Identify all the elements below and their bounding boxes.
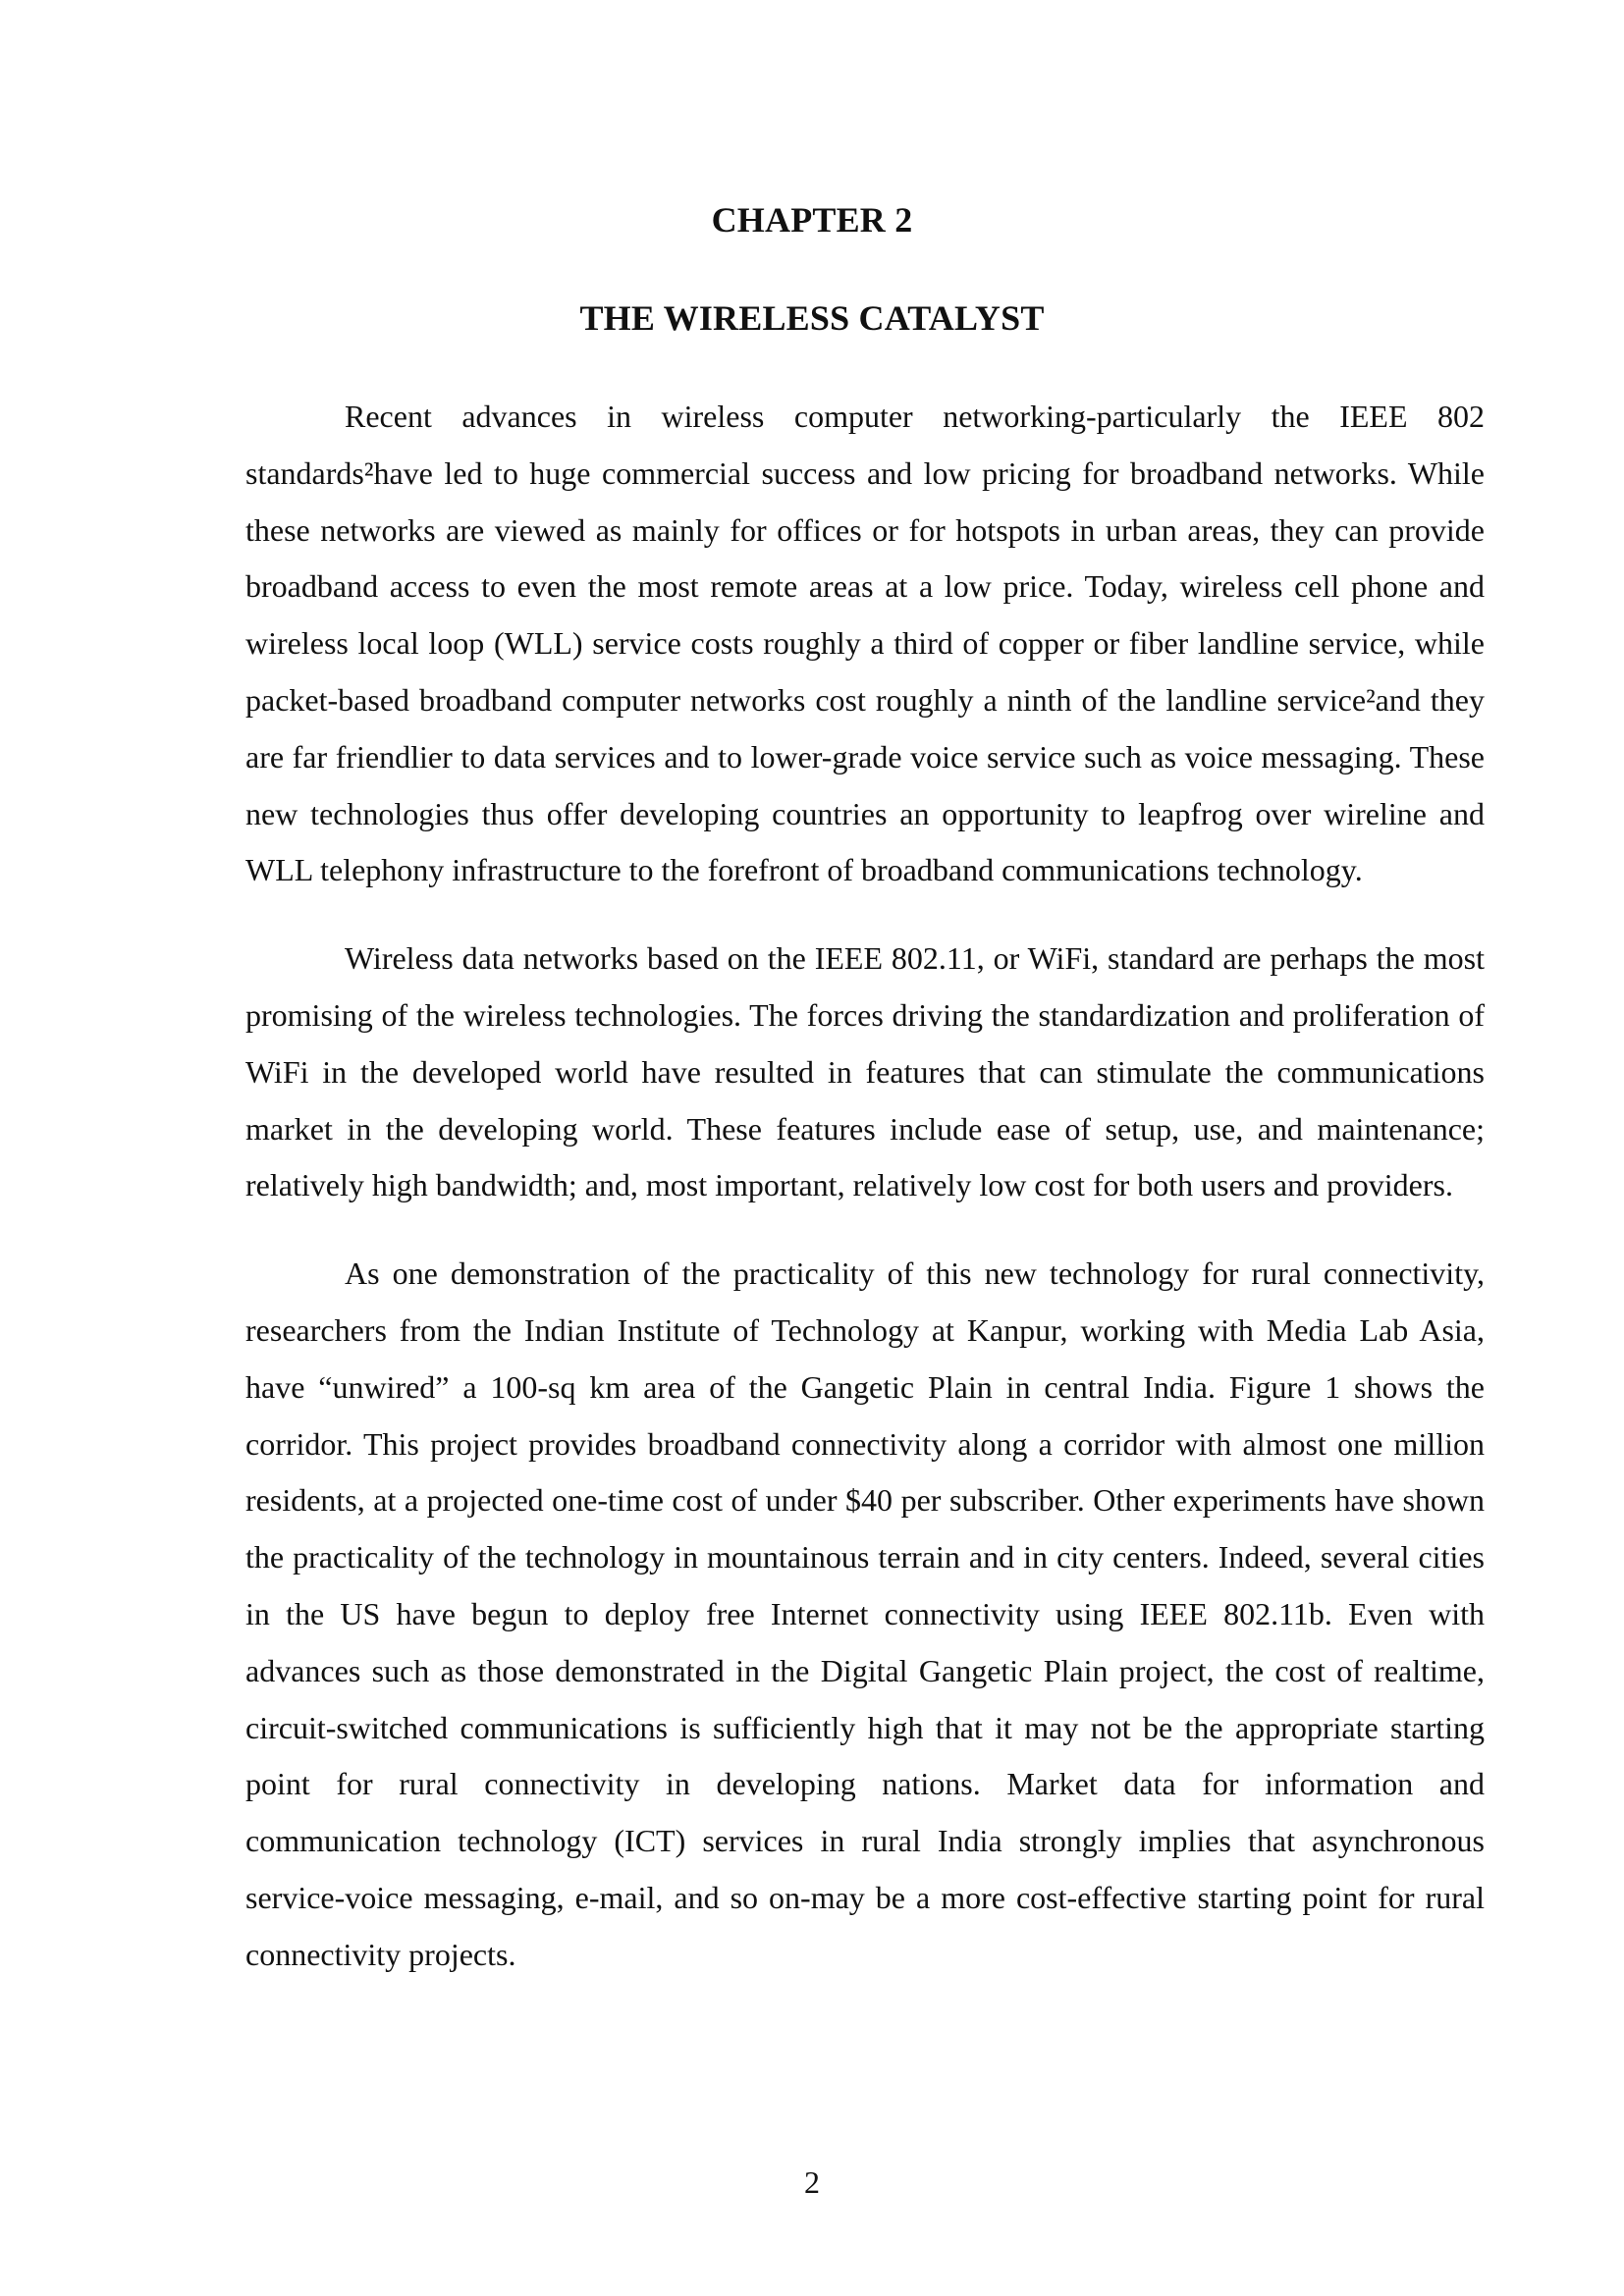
paragraph-3: As one demonstration of the practicality of this new technology for rural connectivity, researchers from the Indian Institute of Technology at Kanpur, working with Media Lab Asia, have “unwired” a 100-sq km area of the Gangetic Plain in central India. Figure 1 shows the corridor. This project provides broadband connectivity along a corridor with almost one million residents, at a projected one-time cost of under $40 per subscriber. Other experiments have shown the practicality of the technology in mountainous terrain and in city centers. Indeed, several cities in the US have begun to deploy free Internet connectivity using IEEE 802.11b. Even with advances such as those demonstrated in the Digital Gangetic Plain project, the cost of realtime, circuit-switched communications is sufficiently high that it may not be the appropriate starting point for rural connectivity in developing nations. Market data for information and communication technology (ICT) services in rural India strongly implies that asynchronous service-voice messaging, e-mail, and so on-may be a more cost-effective starting point for rural connectivity projects. bbox=[245, 1255, 1485, 1972]
chapter-title: THE WIRELESS CATALYST bbox=[579, 298, 1045, 338]
body-text bbox=[245, 389, 1485, 2015]
chapter-heading: CHAPTER 2 bbox=[711, 200, 913, 240]
page-number: 2 bbox=[804, 2164, 820, 2200]
paragraph-2: Wireless data networks based on the IEEE 802.11, or WiFi, standard are perhaps the most promising of the wireless technologies. The forces driving the standardization and proliferation of WiFi in the developed world have resulted in features that can stimulate the communications market in the developing world. These features include ease of setup, use, and maintenance; relatively high bandwidth; and, most important, relatively low cost for both users and providers. bbox=[245, 940, 1485, 1203]
paragraph-1: Recent advances in wireless computer networking-particularly the IEEE 802 standards²have led to huge commercial success and low pricing for broadband networks. While these networks are viewed as mainly for offices or for hotspots in urban areas, they can provide broadband access to even the most remote areas at a low price. Today, wireless cell phone and wireless local loop (WLL) service costs roughly a third of copper or fiber landline service, while packet-based broadband computer networks cost roughly a ninth of the landline service²and they are far friendlier to data services and to lower-grade voice service such as voice messaging. These new technologies thus offer developing countries an opportunity to leapfrog over wireline and WLL telephony infrastructure to the forefront of broadband communications technology. bbox=[245, 399, 1485, 888]
